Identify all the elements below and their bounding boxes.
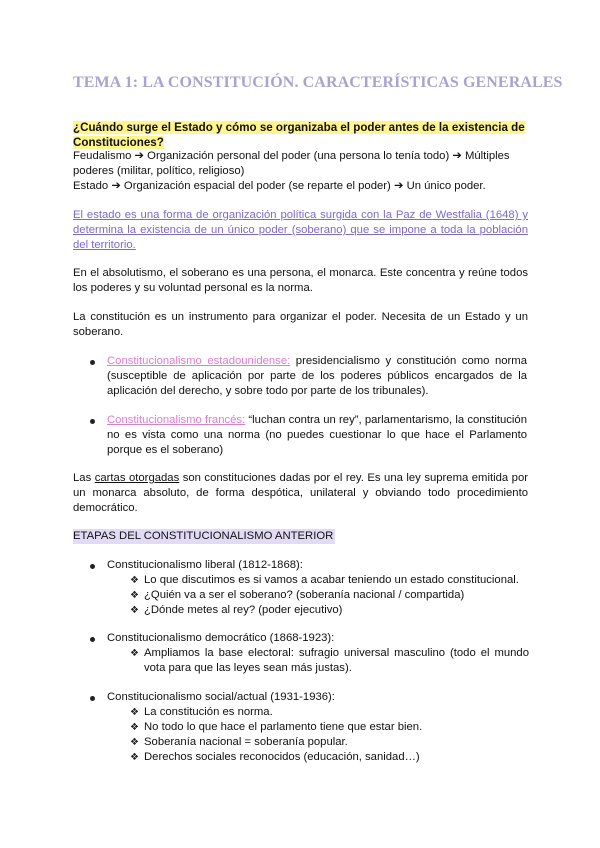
diamond-bullet-icon: ❖ bbox=[130, 737, 139, 748]
diamond-bullet-icon: ❖ bbox=[130, 590, 139, 601]
model-text bbox=[107, 413, 527, 458]
absolutismo-paragraph: En el absolutismo, el soberano es una persona, el monarca. Este concentra y reúne todos los poderes y su voluntad personal es la norma. bbox=[73, 267, 528, 294]
diamond-bullet-icon: ❖ bbox=[130, 722, 139, 733]
bullet-icon bbox=[90, 637, 95, 642]
cartas-term: cartas otorgadas bbox=[94, 472, 180, 484]
constitucion-paragraph: La constitución es un instrumento para organizar el poder. Necesita de un Estado y un soberano. bbox=[73, 311, 528, 338]
estado-result: Un único poder. bbox=[406, 180, 486, 192]
stage-item: Derechos sociales reconocidos (educación, sanidad…) bbox=[144, 751, 420, 763]
stage-item: Ampliamos la base electoral: sufragio universal masculino (todo el mundo vota para que las leyes sean más justas). bbox=[144, 647, 529, 674]
bullet-icon bbox=[90, 696, 95, 701]
stage-title: Constitucionalismo social/actual (1931-1936): bbox=[107, 691, 335, 703]
arrow-right-icon: ➔ bbox=[134, 150, 145, 162]
model-description: presidencialismo y constitución como norma (susceptible de aplicación por parte de los poderes públicos encargados de la aplicación del derecho, y sobre todo por parte de los tribunales). bbox=[107, 355, 527, 397]
intro-line-2: poderes (militar, político, religioso) bbox=[73, 165, 245, 177]
question-heading bbox=[73, 120, 529, 150]
bullet-icon bbox=[90, 419, 95, 424]
diamond-bullet-icon: ❖ bbox=[130, 605, 139, 616]
bullet-icon bbox=[90, 564, 95, 569]
question-highlight: ¿Cuándo surge el Estado y cómo se organizaba el poder antes de la existencia de Constituciones? bbox=[73, 121, 525, 149]
section-heading: ETAPAS DEL CONSTITUCIONALISMO ANTERIOR bbox=[73, 530, 334, 542]
model-label-link[interactable]: Constitucionalismo estadounidense: bbox=[107, 355, 291, 367]
feudalismo-result: Múltiples bbox=[464, 150, 510, 162]
stage-item: La constitución es norma. bbox=[144, 706, 273, 718]
intro-line-3 bbox=[73, 179, 528, 194]
diamond-bullet-icon: ❖ bbox=[130, 752, 139, 763]
cartas-paragraph bbox=[73, 471, 528, 516]
bullet-icon bbox=[90, 360, 95, 365]
stage-item: ¿Quién va a ser el soberano? (soberanía nacional / compartida) bbox=[144, 589, 465, 601]
term-estado: Estado bbox=[73, 180, 109, 192]
arrow-right-icon: ➔ bbox=[452, 150, 462, 162]
stage-item: No todo lo que hace el parlamento tiene que estar bien. bbox=[144, 721, 423, 733]
diamond-bullet-icon: ❖ bbox=[130, 575, 139, 586]
stage-item: Lo que discutimos es si vamos a acabar teniendo un estado constitucional. bbox=[144, 574, 519, 586]
page-title: TEMA 1: LA CONSTITUCIÓN. CARACTERÍSTICAS GENERALES bbox=[73, 74, 563, 91]
model-label-link[interactable]: Constitucionalismo francés: bbox=[107, 414, 246, 426]
model-text bbox=[107, 354, 527, 399]
arrow-right-icon: ➔ bbox=[111, 180, 121, 192]
cartas-pre: Las bbox=[73, 472, 95, 484]
estado-description: Organización espacial del poder (se reparte el poder) bbox=[123, 180, 391, 192]
stage-item: ¿Dónde metes al rey? (poder ejecutivo) bbox=[144, 604, 343, 616]
feudalismo-description: Organización personal del poder (una persona lo tenía todo) bbox=[147, 150, 450, 162]
diamond-bullet-icon: ❖ bbox=[130, 648, 139, 659]
estado-definition: El estado es una forma de organización política surgida con la Paz de Westfalia (1648) y determina la existencia de un único poder (soberano) que se impone a toda la población del territorio. bbox=[73, 209, 528, 251]
cartas-post: son constituciones dadas por el rey. Es una ley suprema emitida por un monarca absoluto, de forma despótica, unilateral y obviando todo procedimiento democrático. bbox=[73, 472, 529, 514]
stage-title: Constitucionalismo liberal (1812-1868): bbox=[107, 559, 303, 571]
intro-line-1 bbox=[73, 149, 528, 164]
model-description: “luchan contra un rey”, parlamentarismo, la constitución no es vista como una norma (no puedes cuestionar lo que hace el Parlamento porque es el soberano) bbox=[107, 414, 527, 456]
stage-item: Soberanía nacional = soberanía popular. bbox=[144, 736, 348, 748]
diamond-bullet-icon: ❖ bbox=[130, 707, 139, 718]
term-feudalismo: Feudalismo bbox=[73, 150, 132, 162]
stage-title: Constitucionalismo democrático (1868-1923): bbox=[107, 632, 335, 644]
arrow-right-icon: ➔ bbox=[393, 180, 404, 192]
